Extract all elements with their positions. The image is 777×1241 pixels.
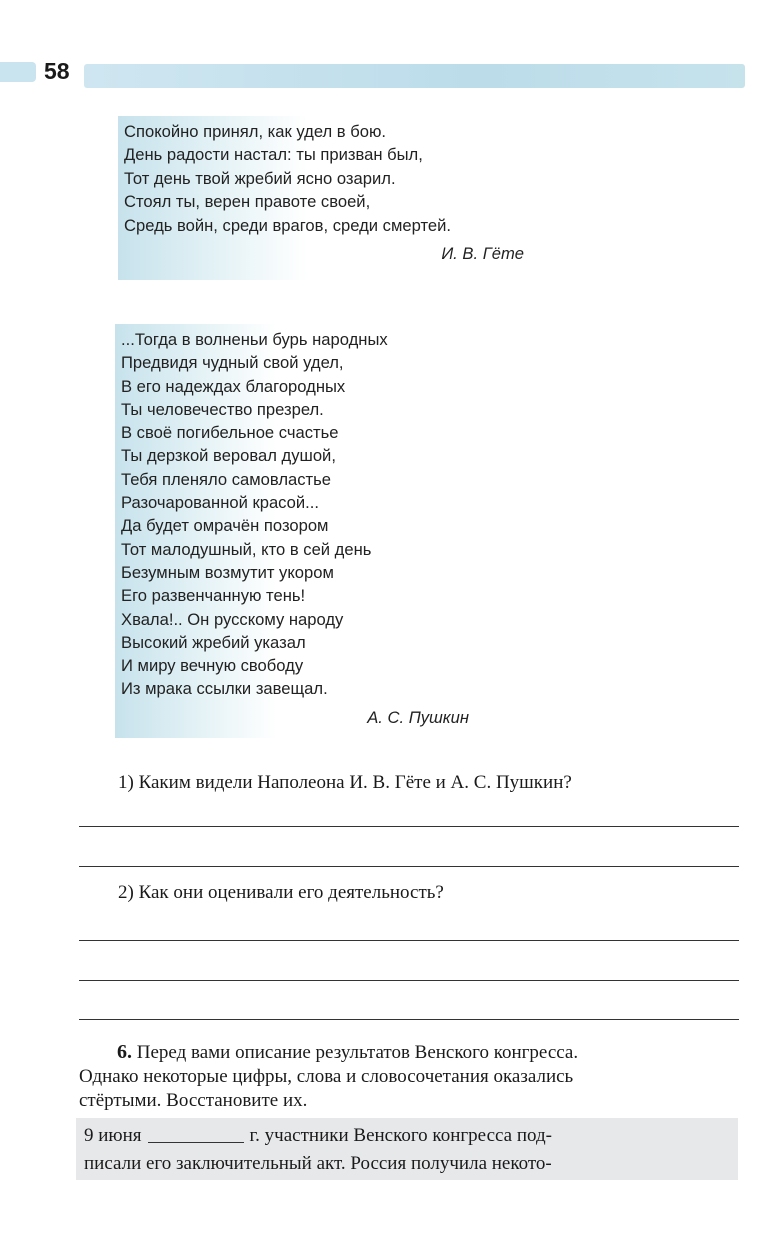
quote-line: Да будет омрачён позором xyxy=(121,516,329,536)
question-1: 1) Каким видели Наполеона И. В. Гёте и А. С. Пушкин? xyxy=(118,772,572,793)
task-text-line: Однако некоторые цифры, слова и словосочетания оказались xyxy=(79,1066,574,1087)
quote-line: Ты дерзкой веровал душой, xyxy=(121,446,336,466)
answer-line-1[interactable] xyxy=(79,826,739,827)
quote-line: Средь войн, среди врагов, среди смертей. xyxy=(124,215,451,235)
answer-line-4[interactable] xyxy=(79,980,739,981)
quote-line: Ты человечество презрел. xyxy=(121,399,324,419)
quote-line: ...Тогда в волненьи бурь народных xyxy=(121,330,388,349)
task-text-line: Перед вами описание результатов Венского конгресса. xyxy=(136,1042,579,1063)
fill-text: писали его заключительный акт. Россия получила некото- xyxy=(84,1153,552,1174)
fill-text: г. участники Венского конгресса под- xyxy=(249,1125,552,1146)
quote-line: Безумным возмутит укором xyxy=(121,562,334,582)
pushkin-quote xyxy=(115,324,475,738)
header-left-accent xyxy=(0,62,36,82)
quote-author: И. В. Гёте xyxy=(441,244,524,263)
quote-author: А. С. Пушкин xyxy=(367,708,469,727)
quote-line: Стоял ты, верен правоте своей, xyxy=(124,192,371,212)
quote-line: В его надеждах благородных xyxy=(121,376,346,396)
quote-line: Спокойно принял, как удел в бою. xyxy=(124,122,387,141)
quote-line: Высокий жребий указал xyxy=(121,632,306,652)
task-6 xyxy=(79,1040,739,1113)
question-2: 2) Как они оценивали его деятельность? xyxy=(118,882,444,903)
answer-line-2[interactable] xyxy=(79,866,739,867)
fill-text: 9 июня xyxy=(84,1125,142,1146)
header-bar xyxy=(84,64,745,88)
fill-in-text-box xyxy=(76,1118,738,1180)
quote-line: Тот день твой жребий ясно озарил. xyxy=(124,168,396,188)
quote-line: Предвидя чудный свой удел, xyxy=(121,353,344,373)
quote-line: Из мрака ссылки завещал. xyxy=(121,679,328,699)
fill-blank-year[interactable] xyxy=(148,1142,244,1143)
task-number: 6. xyxy=(117,1041,132,1063)
quote-line: Разочарованной красой... xyxy=(121,493,319,513)
quote-line: В своё погибельное счастье xyxy=(121,423,339,443)
quote-line: Тот малодушный, кто в сей день xyxy=(121,539,372,559)
quote-line: Его развенчанную тень! xyxy=(121,586,306,606)
goethe-quote xyxy=(118,116,540,280)
quote-line: Хвала!.. Он русскому народу xyxy=(121,609,344,629)
answer-line-5[interactable] xyxy=(79,1019,739,1020)
task-text-line: стёртыми. Восстановите их. xyxy=(79,1090,308,1111)
answer-line-3[interactable] xyxy=(79,940,739,941)
quote-line: И миру вечную свободу xyxy=(121,656,304,676)
quote-line: День радости настал: ты призван был, xyxy=(124,145,423,165)
page-number: 58 xyxy=(44,58,70,84)
quote-line: Тебя пленяло самовластье xyxy=(121,469,332,489)
